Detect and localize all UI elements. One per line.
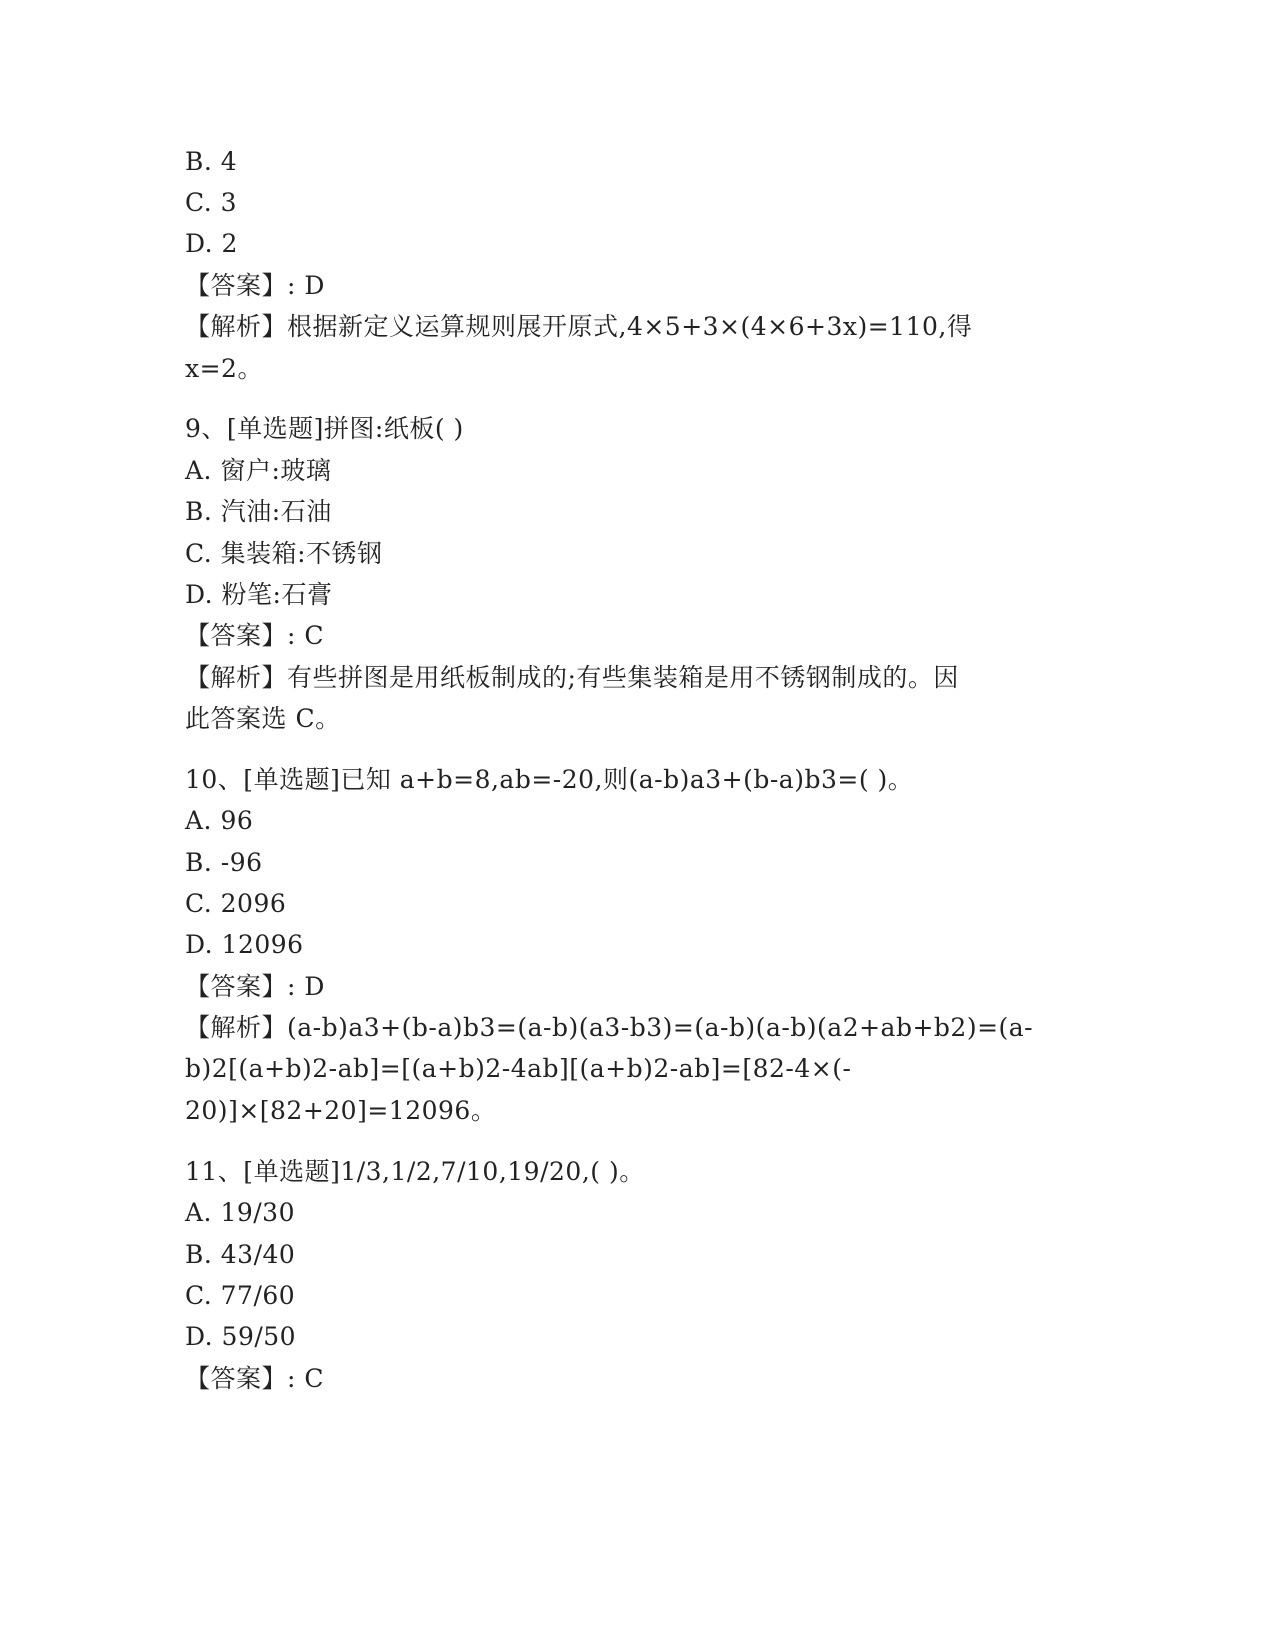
q10-option-d: D. 12096 — [185, 930, 304, 959]
q11-option-a: A. 19/30 — [185, 1198, 295, 1227]
q8-analysis-line-2: x=2。 — [185, 354, 263, 383]
q10-question: 10、[单选题]已知 a+b=8,ab=-20,则(a-b)a3+(b-a)b3=( )。 — [185, 765, 914, 794]
q10-analysis-line-2: b)2[(a+b)2-ab]=[(a+b)2-4ab][(a+b)2-ab]=[82-4×(- — [185, 1054, 852, 1083]
q11-answer: 【答案】: C — [185, 1364, 324, 1393]
q11-option-d: D. 59/50 — [185, 1322, 297, 1351]
q9-option-c: C. 集装箱:不锈钢 — [185, 539, 383, 568]
q10-option-b: B. -96 — [185, 848, 263, 877]
q10-answer: 【答案】: D — [185, 972, 325, 1001]
q10-option-a: A. 96 — [185, 806, 254, 835]
q11-option-c: C. 77/60 — [185, 1281, 296, 1310]
q10-option-c: C. 2096 — [185, 889, 287, 918]
q10-analysis-line-1: 【解析】(a-b)a3+(b-a)b3=(a-b)(a3-b3)=(a-b)(a-b)(a2+ab+b2)=(a- — [185, 1013, 1034, 1042]
q11-question: 11、[单选题]1/3,1/2,7/10,19/20,( )。 — [185, 1157, 645, 1186]
q9-question: 9、[单选题]拼图:纸板( ) — [185, 414, 464, 443]
q9-option-d: D. 粉笔:石膏 — [185, 580, 333, 609]
q9-option-a: A. 窗户:玻璃 — [185, 456, 332, 485]
q8-option-d: D. 2 — [185, 229, 238, 258]
q8-option-c: C. 3 — [185, 188, 238, 217]
q8-option-b: B. 4 — [185, 147, 238, 176]
q9-analysis-line-1: 【解析】有些拼图是用纸板制成的;有些集装箱是用不锈钢制成的。因 — [185, 663, 959, 692]
q9-answer: 【答案】: C — [185, 621, 324, 650]
q10-analysis-line-3: 20)]×[82+20]=12096。 — [185, 1096, 497, 1125]
q9-analysis-line-2: 此答案选 C。 — [185, 704, 341, 733]
q8-answer: 【答案】: D — [185, 271, 325, 300]
q11-option-b: B. 43/40 — [185, 1240, 296, 1269]
q8-analysis-line-1: 【解析】根据新定义运算规则展开原式,4×5+3×(4×6+3x)=110,得 — [185, 312, 973, 341]
q9-option-b: B. 汽油:石油 — [185, 497, 332, 526]
